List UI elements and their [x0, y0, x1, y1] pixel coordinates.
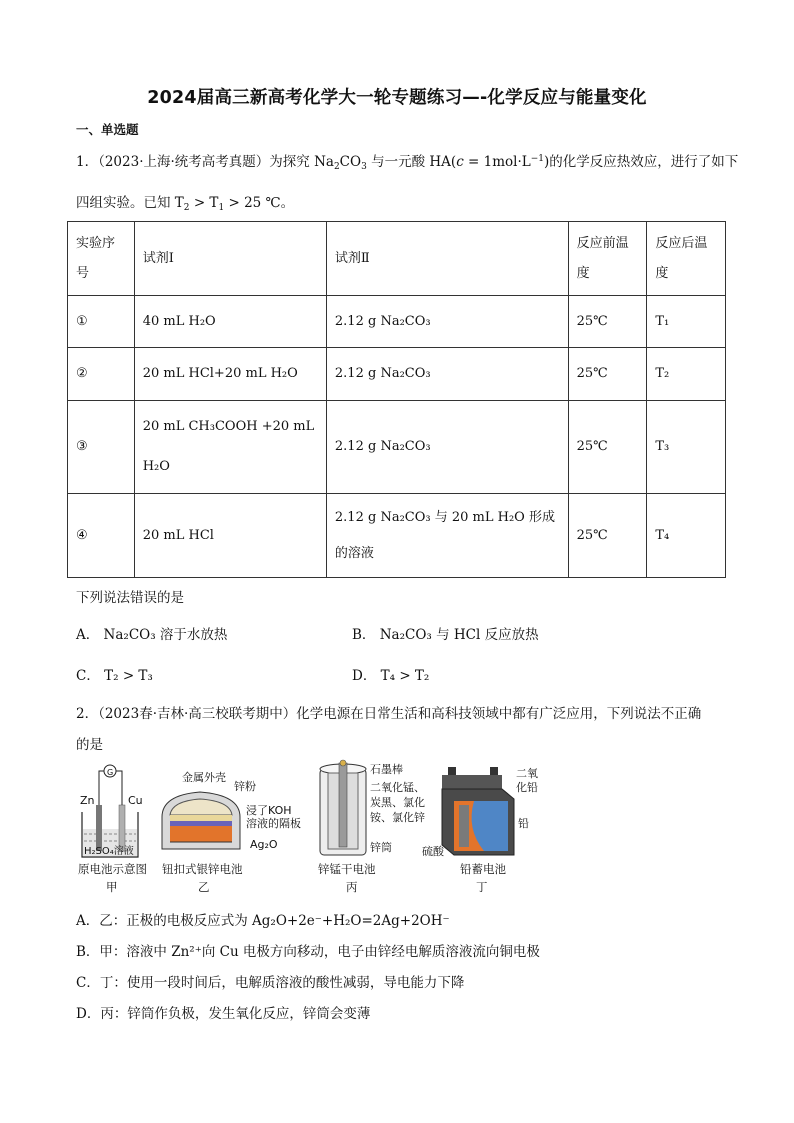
- col-header-temp-after: 反应后温度: [647, 222, 726, 296]
- pbo2-label-1: 二氧: [516, 767, 538, 780]
- metal-shell-label: 金属外壳: [182, 771, 226, 784]
- label-jia: 甲: [106, 880, 118, 894]
- sulfuric-acid-label: 硫酸: [422, 845, 444, 858]
- graphite-rod-label: 石墨棒: [370, 763, 403, 776]
- q2-stem-line2: 的是: [76, 737, 103, 753]
- table-row: [68, 401, 726, 494]
- q2-option-b[interactable]: B．甲：溶液中 Zn²⁺向 Cu 电极方向移动，电子由锌经电解质溶液流向铜电极: [76, 944, 540, 960]
- q1-option-b[interactable]: B． Na₂CO₃ 与 HCl 反应放热: [352, 627, 539, 643]
- galvanic-cell-caption: 原电池示意图: [78, 862, 147, 876]
- row-reagent2: 2.12 g Na₂CO₃: [326, 348, 568, 401]
- dry-cell-diagram: [318, 760, 425, 894]
- dry-cell-caption: 锌锰干电池: [318, 862, 376, 876]
- row-no: ③: [68, 401, 135, 494]
- mixture-label-1: 二氧化锰、: [370, 781, 425, 794]
- row-reagent2: 2.12 g Na₂CO₃: [326, 401, 568, 494]
- row-reagent1: 20 mL CH₃COOH +20 mL H₂O: [134, 401, 326, 494]
- col-header-temp-before: 反应前温度: [568, 222, 647, 296]
- row-reagent1: 20 mL HCl: [134, 494, 326, 578]
- section-heading: 一、单选题: [76, 122, 139, 137]
- table-row: [68, 494, 726, 578]
- electrolyte-label: H₂SO₄溶液: [84, 846, 134, 857]
- button-cell-caption: 钮扣式银锌电池: [162, 862, 243, 876]
- table-header-row: [68, 222, 726, 296]
- mixture-label-3: 铵、氯化锌: [370, 811, 425, 824]
- q2-option-c[interactable]: C．丁：使用一段时间后，电解质溶液的酸性减弱，导电能力下降: [76, 975, 465, 991]
- label-ding: 丁: [476, 880, 488, 894]
- galvanic-cell-diagram: [78, 765, 147, 894]
- table-row: [68, 296, 726, 348]
- battery-figure: [70, 757, 730, 907]
- separator-label-1: 浸了KOH: [246, 804, 292, 817]
- row-temp-before: 25℃: [568, 494, 647, 578]
- col-header-reagent1: 试剂Ⅰ: [134, 222, 326, 296]
- q2-stem-line1: 2．（2023春·吉林·高三校联考期中）化学电源在日常生活和高科技领域中都有广泛应用，下列说法不正确: [76, 706, 702, 722]
- button-cell-diagram: [162, 770, 301, 894]
- lead-acid-battery-diagram: [422, 766, 538, 894]
- label-yi: 乙: [198, 880, 210, 894]
- q1-stem-line1: 1．（2023·上海·统考高考真题）为探究 $Na_2CO_3$ 与一元酸 $HA(c = 1mol\cdot L^{-1})$的化学反应热效应，进行了如下: [76, 154, 739, 172]
- row-no: ②: [68, 348, 135, 401]
- pbo2-label-2: 化铅: [516, 781, 538, 794]
- table-row: [68, 348, 726, 401]
- q1-option-d[interactable]: D． T₄ > T₂: [352, 668, 430, 684]
- row-reagent1: 20 mL HCl+20 mL H₂O: [134, 348, 326, 401]
- row-reagent2: 2.12 g Na₂CO₃ 与 20 mL H₂O 形成的溶液: [326, 494, 568, 578]
- row-temp-after: T₄: [647, 494, 726, 578]
- experiment-table: [67, 221, 726, 578]
- zinc-powder-label: 锌粉: [234, 780, 256, 793]
- q2-option-a[interactable]: A．乙：正极的电极反应式为 Ag₂O+2e⁻+H₂O=2Ag+2OH⁻: [76, 913, 450, 929]
- row-reagent2: 2.12 g Na₂CO₃: [326, 296, 568, 348]
- row-reagent1: 40 mL H₂O: [134, 296, 326, 348]
- row-no: ④: [68, 494, 135, 578]
- label-bing: 丙: [346, 880, 358, 894]
- mixture-label-2: 炭黑、氯化: [370, 796, 425, 809]
- col-header-reagent2: 试剂Ⅱ: [326, 222, 568, 296]
- q2-option-d[interactable]: D．丙：锌筒作负极，发生氧化反应，锌筒会变薄: [76, 1006, 371, 1022]
- lead-label: 铅: [518, 817, 529, 830]
- ag2o-label: Ag₂O: [250, 838, 278, 851]
- cu-electrode-label: Cu: [128, 794, 143, 807]
- row-temp-after: T₂: [647, 348, 726, 401]
- col-header-no: 实验序号: [68, 222, 135, 296]
- row-temp-before: 25℃: [568, 401, 647, 494]
- page-title: 2024届高三新高考化学大一轮专题练习—-化学反应与能量变化: [147, 88, 647, 108]
- row-no: ①: [68, 296, 135, 348]
- q1-option-c[interactable]: C． T₂ > T₃: [76, 668, 153, 684]
- q1-question: 下列说法错误的是: [76, 590, 184, 606]
- q1-option-a[interactable]: A． Na₂CO₃ 溶于水放热: [76, 627, 228, 643]
- row-temp-before: 25℃: [568, 348, 647, 401]
- row-temp-after: T₁: [647, 296, 726, 348]
- separator-label-2: 溶液的隔板: [246, 817, 301, 830]
- row-temp-after: T₃: [647, 401, 726, 494]
- lead-acid-caption: 铅蓄电池: [460, 862, 506, 876]
- q1-stem-line2: 四组实验。已知 $T_2 > T_1 > 25$ ℃。: [76, 195, 295, 213]
- zn-electrode-label: Zn: [80, 794, 95, 807]
- row-temp-before: 25℃: [568, 296, 647, 348]
- galvanometer-label: G: [107, 768, 114, 777]
- zinc-tube-label: 锌筒: [370, 841, 392, 854]
